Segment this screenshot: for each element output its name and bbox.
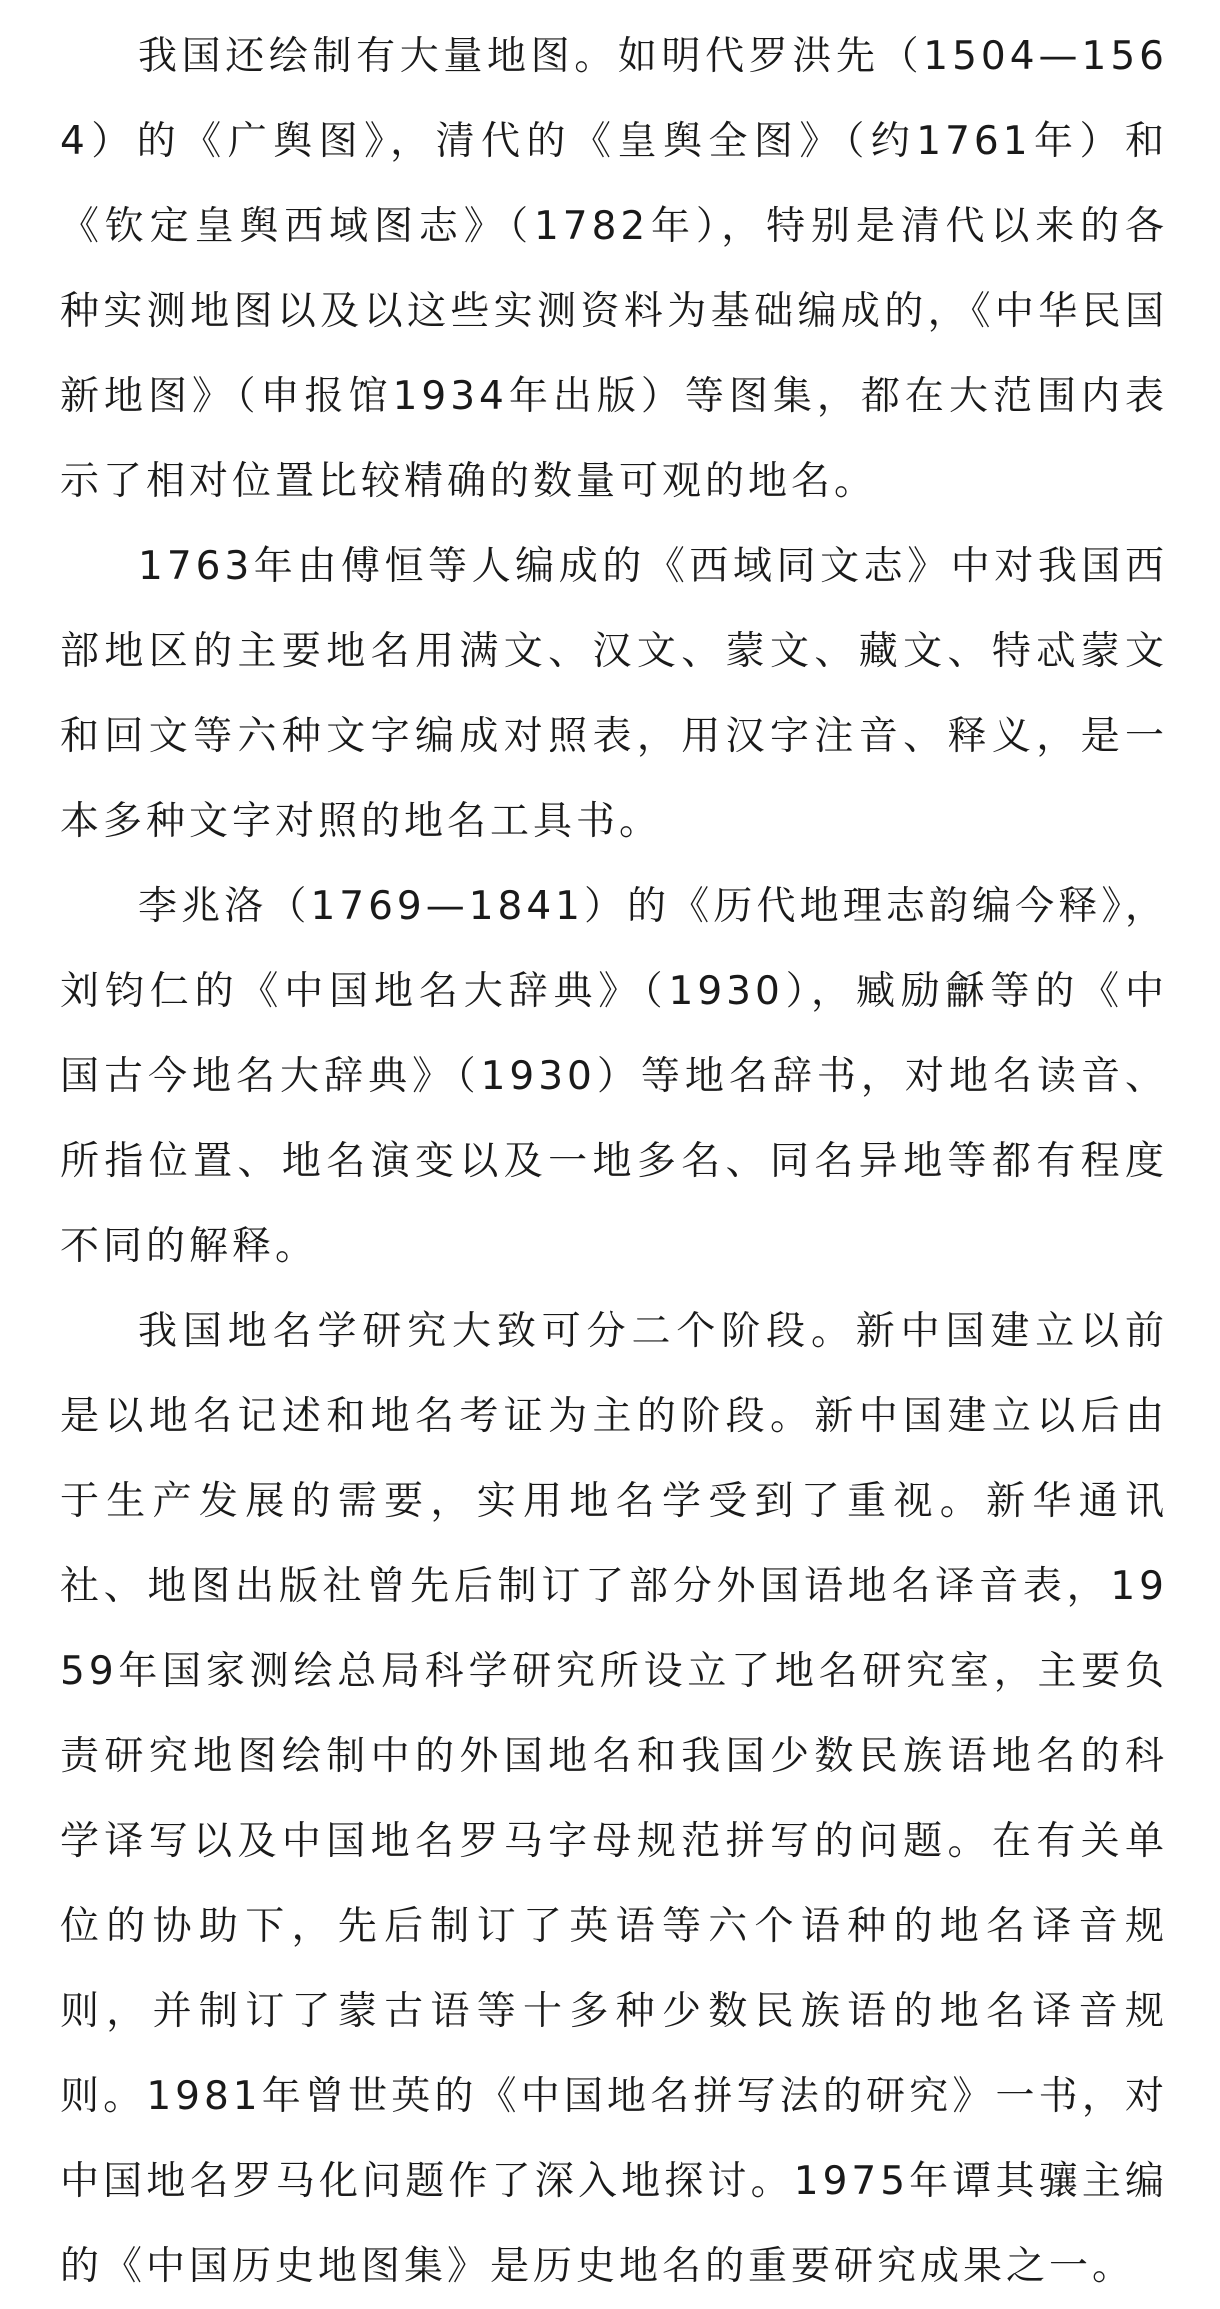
paragraph-xiyu-tongwenzhi: 1763年由傅恒等人编成的《西域同文志》中对我国西部地区的主要地名用满文、汉文、蒙文、藏文、特忒蒙文和回文等六种文字编成对照表，用汉字注音、释义，是一本多种文字对照的地名工具书。 [60,544,1168,844]
paragraph-research-stages: 我国地名学研究大致可分二个阶段。新中国建立以前是以地名记述和地名考证为主的阶段。新中国建立以后由于生产发展的需要，实用地名学受到了重视。新华通讯社、地图出版社曾先后制订了部分外国语地名译音表，1959年国家测绘总局科学研究所设立了地名研究室，主要负责研究地图绘制中的外国地名和我国少数民族语地名的科学译写以及中国地名罗马字母规范拼写的问题。在有关单位的协助下，先后制订了英语等六个语种的地名译音规则，并制订了蒙古语等十多种少数民族语的地名译音规则。1981年曾世英的《中国地名拼写法的研究》一书，对中国地名罗马化问题作了深入地探讨。1975年谭其骧主编的《中国历史地图集》是历史地名的重要研究成果之一。 [60,1309,1168,2289]
paragraph-ancient-maps: 我国还绘制有大量地图。如明代罗洪先（1504—1564）的《广舆图》，清代的《皇舆全图》（约1761年）和《钦定皇舆西域图志》（1782年），特别是清代以来的各种实测地图以及以这些实测资料为基础编成的，《中华民国新地图》（申报馆1934年出版）等图集，都在大范围内表示了相对位置比较精确的数量可观的地名。 [60,34,1168,504]
paragraph-place-name-dictionaries: 李兆洛（1769—1841）的《历代地理志韵编今释》，刘钧仁的《中国地名大辞典》（1930），臧励龢等的《中国古今地名大辞典》（1930）等地名辞书，对地名读音、所指位置、地名演变以及一地多名、同名异地等都有程度不同的解释。 [60,884,1168,1269]
